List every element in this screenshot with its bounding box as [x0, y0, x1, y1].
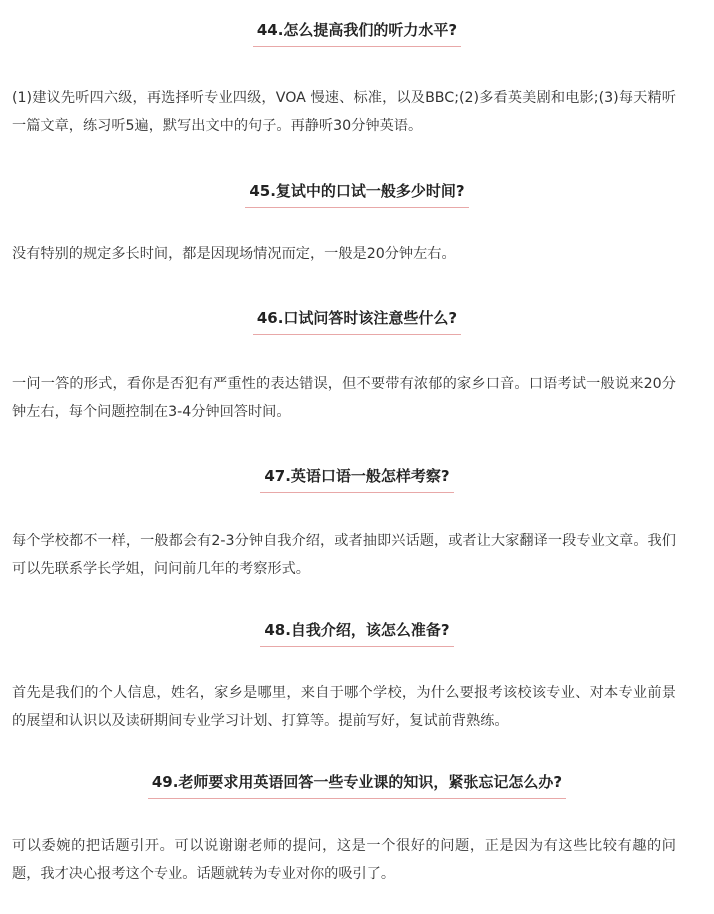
question-49-heading: 49.老师要求用英语回答一些专业课的知识，紧张忘记怎么办? — [148, 772, 566, 799]
question-46-heading: 46.口试问答时该注意些什么? — [253, 308, 461, 335]
question-44-wrap — [0, 20, 714, 47]
question-44-heading: 44.怎么提高我们的听力水平? — [253, 20, 461, 47]
question-47-heading: 47.英语口语一般怎样考察? — [260, 466, 453, 493]
question-45-wrap — [0, 181, 714, 208]
question-48-wrap — [0, 620, 714, 647]
question-48-heading: 48.自我介绍，该怎么准备? — [260, 620, 453, 647]
question-46-wrap — [0, 308, 714, 335]
answer-49: 可以委婉的把话题引开。可以说谢谢老师的提问，这是一个很好的问题，正是因为有这些比较有趣的问题，我才决心报考这个专业。话题就转为专业对你的吸引了。 — [12, 838, 676, 882]
answer-47: 每个学校都不一样，一般都会有2-3分钟自我介绍，或者抽即兴话题，或者让大家翻译一段专业文章。我们可以先联系学长学姐，问问前几年的考察形式。 — [12, 533, 676, 577]
answer-48: 首先是我们的个人信息，姓名，家乡是哪里，来自于哪个学校，为什么要报考该校该专业、对本专业前景的展望和认识以及读研期间专业学习计划、打算等。提前写好，复试前背熟练。 — [12, 685, 676, 729]
answer-44: (1)建议先听四六级，再选择听专业四级，VOA 慢速、标准，以及BBC;(2)多看英美剧和电影;(3)每天精听一篇文章，练习听5遍，默写出文中的句子。再静听30分钟英语。 — [12, 90, 676, 134]
answer-46: 一问一答的形式，看你是否犯有严重性的表达错误，但不要带有浓郁的家乡口音。口语考试一般说来20分钟左右，每个问题控制在3-4分钟回答时间。 — [12, 376, 676, 420]
question-47-wrap — [0, 466, 714, 493]
answer-45: 没有特别的规定多长时间，都是因现场情况而定，一般是20分钟左右。 — [12, 246, 456, 262]
question-49-wrap — [0, 772, 714, 799]
question-45-heading: 45.复试中的口试一般多少时间? — [245, 181, 468, 208]
